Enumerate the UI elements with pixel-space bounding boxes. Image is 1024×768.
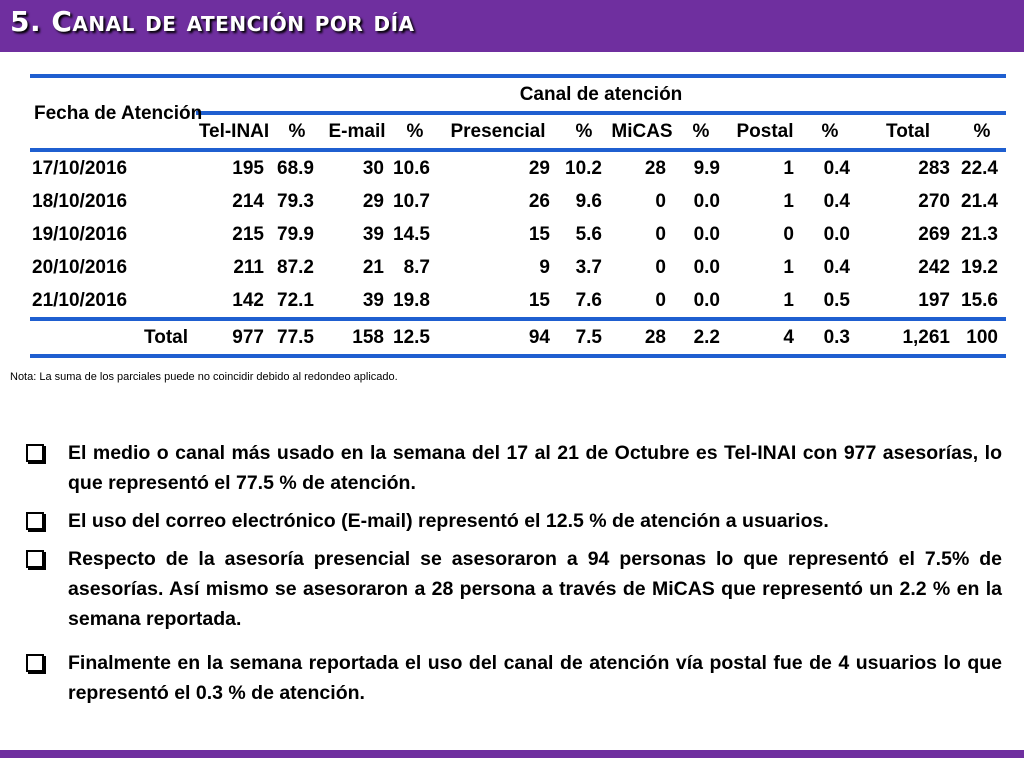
total-row	[30, 319, 1006, 356]
value-cell: 22.4	[958, 150, 1006, 185]
column-header: MiCAS	[611, 121, 673, 142]
checkbox-square-icon	[26, 654, 44, 672]
value-cell: 21	[362, 257, 384, 278]
column-header: Postal	[736, 121, 794, 142]
value-cell: 0.0	[693, 224, 720, 245]
value-cell: 9.6	[575, 191, 602, 212]
table-row	[30, 251, 1006, 284]
value-cell: 14.5	[393, 224, 430, 245]
value-cell: 0.4	[802, 150, 858, 185]
value-cell: 0	[655, 191, 666, 212]
column-header: %	[406, 121, 424, 142]
value-cell: 195	[196, 150, 272, 185]
value-cell: 29	[438, 150, 558, 185]
total-value-cell: 0.3	[802, 319, 858, 356]
date-cell: 21/10/2016	[32, 290, 128, 311]
bullet-item	[22, 506, 1002, 536]
value-cell: 1	[783, 290, 794, 311]
date-cell: 19/10/2016	[32, 224, 128, 245]
total-value-cell: 77.5	[272, 319, 322, 356]
group-header-canal: Canal de atención	[196, 78, 1006, 113]
column-header: Tel-INAI	[198, 121, 270, 142]
value-cell: 1	[728, 150, 802, 185]
value-cell: 283	[858, 150, 958, 185]
bullet-item	[22, 544, 1002, 634]
column-header: %	[973, 121, 991, 142]
value-cell: 21.3	[961, 224, 998, 245]
value-cell: 28	[610, 150, 674, 185]
value-cell: 79.9	[277, 224, 314, 245]
total-value-cell: 977	[196, 319, 272, 356]
column-header: Total	[886, 121, 930, 142]
total-value-cell: 158	[322, 319, 392, 356]
total-value-cell: 4	[728, 319, 802, 356]
bullet-item	[22, 438, 1002, 498]
total-value-cell: 7.5	[558, 319, 610, 356]
total-value-cell: 100	[958, 319, 1006, 356]
value-cell: 0	[655, 224, 666, 245]
value-cell: 5.6	[575, 224, 602, 245]
value-cell: 0	[655, 290, 666, 311]
value-cell: 0	[783, 224, 794, 245]
table-row	[30, 218, 1006, 251]
value-cell: 15	[528, 224, 550, 245]
value-cell: 197	[918, 290, 950, 311]
value-cell: 0	[655, 257, 666, 278]
value-cell: 15	[528, 290, 550, 311]
table-row	[30, 284, 1006, 319]
total-value-cell: 1,261	[858, 319, 958, 356]
value-cell: 0.0	[693, 290, 720, 311]
table-footnote: Nota: La suma de los parciales puede no coincidir debido al redondeo aplicado.	[10, 371, 398, 383]
total-value-cell: 94	[438, 319, 558, 356]
bullet-list	[22, 438, 1002, 716]
value-cell: 10.2	[558, 150, 610, 185]
bullet-text: El medio o canal más usado en la semana del 17 al 21 de Octubre es Tel-INAI con 977 asesorías, lo que representó el 77.5 % de atención.	[68, 442, 1002, 494]
value-cell: 9.9	[674, 150, 728, 185]
value-cell: 0.4	[823, 191, 850, 212]
row-header-fecha: Fecha de Atención	[34, 102, 203, 124]
value-cell: 1	[783, 257, 794, 278]
value-cell: 26	[528, 191, 550, 212]
value-cell: 242	[918, 257, 950, 278]
value-cell: 9	[539, 257, 550, 278]
value-cell: 0.0	[823, 224, 850, 245]
column-header: %	[821, 121, 839, 142]
table-row	[30, 150, 1006, 185]
value-cell: 270	[918, 191, 950, 212]
value-cell: 3.7	[575, 257, 602, 278]
bullet-text: Respecto de la asesoría presencial se asesoraron a 94 personas lo que representó el 7.5% de asesorías. Así mismo se asesoraron a 28 persona a través de MiCAS que representó un 2.2 % en la semana reportada.	[68, 548, 1002, 630]
value-cell: 7.6	[575, 290, 602, 311]
value-cell: 10.7	[393, 191, 430, 212]
value-cell: 142	[232, 290, 264, 311]
value-cell: 15.6	[961, 290, 998, 311]
attention-table-container	[30, 74, 998, 358]
column-header: E-mail	[328, 121, 386, 142]
bullet-text: Finalmente en la semana reportada el uso del canal de atención vía postal fue de 4 usuarios lo que representó el 0.3 % de atención.	[68, 652, 1002, 704]
value-cell: 8.7	[403, 257, 430, 278]
value-cell: 0.5	[823, 290, 850, 311]
checkbox-square-icon	[26, 444, 44, 462]
value-cell: 39	[362, 224, 384, 245]
value-cell: 39	[362, 290, 384, 311]
value-cell: 0.0	[693, 191, 720, 212]
total-value-cell: 2.2	[674, 319, 728, 356]
date-cell: 18/10/2016	[32, 191, 128, 212]
value-cell: 30	[322, 150, 392, 185]
checkbox-square-icon	[26, 550, 44, 568]
total-value-cell: 12.5	[392, 319, 438, 356]
value-cell: 68.9	[272, 150, 322, 185]
attention-table	[30, 74, 1006, 358]
value-cell: 87.2	[277, 257, 314, 278]
value-cell: 0.4	[823, 257, 850, 278]
value-cell: 269	[918, 224, 950, 245]
group-header-row	[30, 78, 1006, 113]
value-cell: 214	[232, 191, 264, 212]
value-cell: 0.0	[693, 257, 720, 278]
value-cell: 211	[233, 257, 264, 278]
table-row	[30, 185, 1006, 218]
value-cell: 21.4	[961, 191, 998, 212]
column-header: %	[575, 121, 593, 142]
bullet-text: El uso del correo electrónico (E-mail) representó el 12.5 % de atención a usuarios.	[68, 510, 829, 532]
value-cell: 19.2	[961, 257, 998, 278]
page-title: 5. Canal de atención por día	[10, 5, 415, 38]
value-cell: 19.8	[393, 290, 430, 311]
total-value-cell: 28	[610, 319, 674, 356]
total-label: Total	[30, 319, 196, 356]
value-cell: 10.6	[392, 150, 438, 185]
date-cell: 17/10/2016	[30, 150, 196, 185]
column-header: %	[288, 121, 306, 142]
value-cell: 1	[783, 191, 794, 212]
title-bar	[0, 0, 1024, 52]
value-cell: 79.3	[277, 191, 314, 212]
bullet-item	[22, 648, 1002, 708]
date-cell: 20/10/2016	[32, 257, 128, 278]
value-cell: 29	[362, 191, 384, 212]
footer-bar	[0, 750, 1024, 758]
checkbox-square-icon	[26, 512, 44, 530]
column-header: %	[692, 121, 710, 142]
value-cell: 72.1	[277, 290, 314, 311]
column-header: Presencial	[450, 121, 546, 142]
value-cell: 215	[232, 224, 264, 245]
